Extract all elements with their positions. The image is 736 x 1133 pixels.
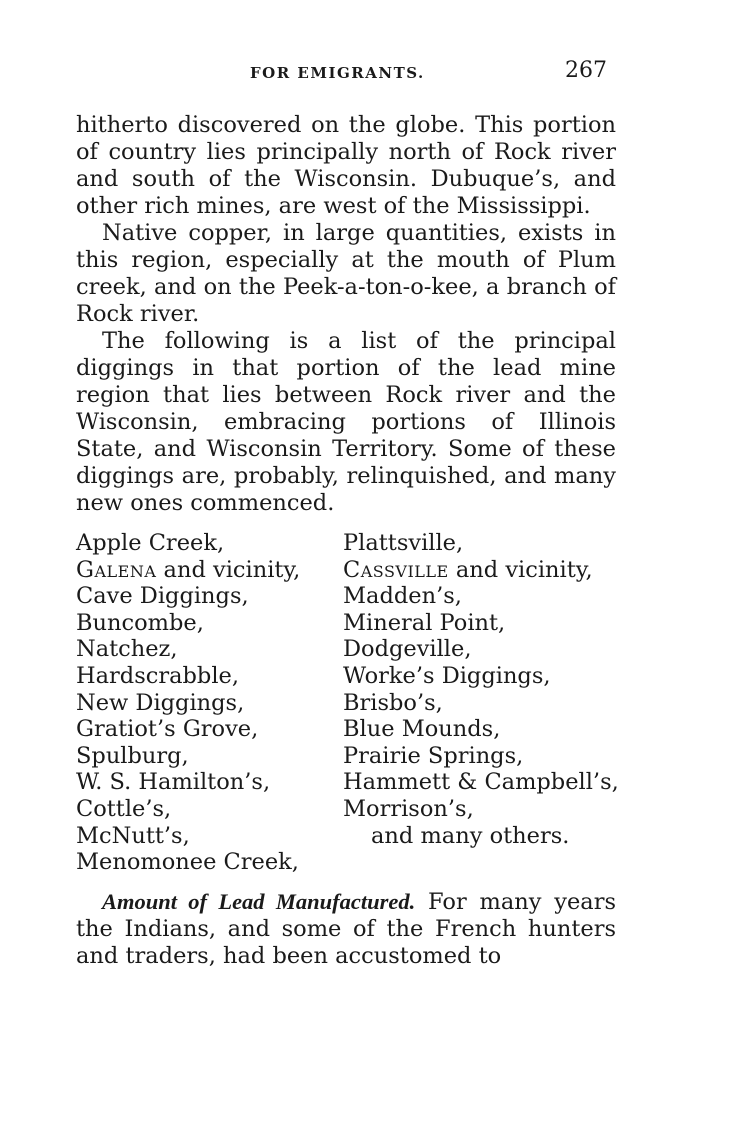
list-item: Mineral Point, [343, 609, 506, 636]
list-item: Hardscrabble, [76, 662, 239, 689]
list-item: Cottle’s, [76, 795, 172, 822]
list-item: Plattsville, [343, 530, 464, 556]
diggings-right-column [343, 530, 619, 876]
running-title: FOR EMIGRANTS. [250, 64, 425, 82]
list-item: Cave Diggings, [76, 583, 249, 610]
paragraph-diggings-intro: The following is a list of the principal diggings in that portion of the lead mine region that lies between Rock river and the Wisconsin, embracing portions of Illinois State, and Wisconsin Territory. Some of these diggings are, probably, relinquished, and many new ones commenced. [76, 328, 616, 516]
list-item: Spulburg, [76, 742, 189, 769]
list-item: Buncombe, [76, 609, 204, 636]
list-item: Madden’s, [343, 583, 462, 610]
paragraph-native-copper: Native copper, in large quantities, exists in this region, especially at the mouth of Plum creek, and on the Peek-a-ton-o-kee, a branch of Rock river. [76, 220, 616, 327]
cassville-word: Cassville [343, 556, 449, 583]
galena-word: Galena [76, 556, 157, 583]
body-text [76, 112, 619, 970]
paragraph-continuation: hitherto discovered on the globe. This portion of country lies principally north of Rock river and south of the Wisconsin. Dubuque’s, and other rich mines, are west of the Mississippi. [76, 112, 616, 219]
list-item: Morrison’s, [343, 795, 474, 822]
list-item: Cassville and vicinity, [343, 556, 593, 583]
list-item: Galena and vicinity, [76, 556, 301, 583]
list-item: McNutt’s, [76, 822, 190, 849]
list-item: Hammett & Campbell’s, [343, 769, 619, 796]
list-item: Dodgeville, [343, 636, 472, 663]
list-item: Natchez, [76, 636, 178, 663]
list-item: Prairie Springs, [343, 742, 524, 769]
section-heading: Amount of Lead Manufactured. [102, 888, 416, 914]
list-item: Gratiot’s Grove, [76, 716, 259, 743]
list-item: Worke’s Diggings, [343, 662, 551, 689]
list-item: W. S. Hamilton’s, [76, 769, 271, 796]
page-number: 267 [565, 58, 607, 83]
list-item: Menomonee Creek, [76, 849, 299, 876]
list-item: Blue Mounds, [343, 716, 501, 743]
list-closing: and many others. [371, 822, 570, 849]
list-item: New Diggings, [76, 689, 245, 716]
section-text: For many years the Indians, and some of the French hunters and traders, had been accustomed to [76, 888, 617, 969]
diggings-left-column [76, 530, 343, 876]
diggings-list [76, 530, 619, 876]
list-item: Brisbo’s, [343, 689, 443, 716]
paragraph-lead-amount [76, 888, 616, 970]
list-item: Apple Creek, [76, 530, 225, 556]
